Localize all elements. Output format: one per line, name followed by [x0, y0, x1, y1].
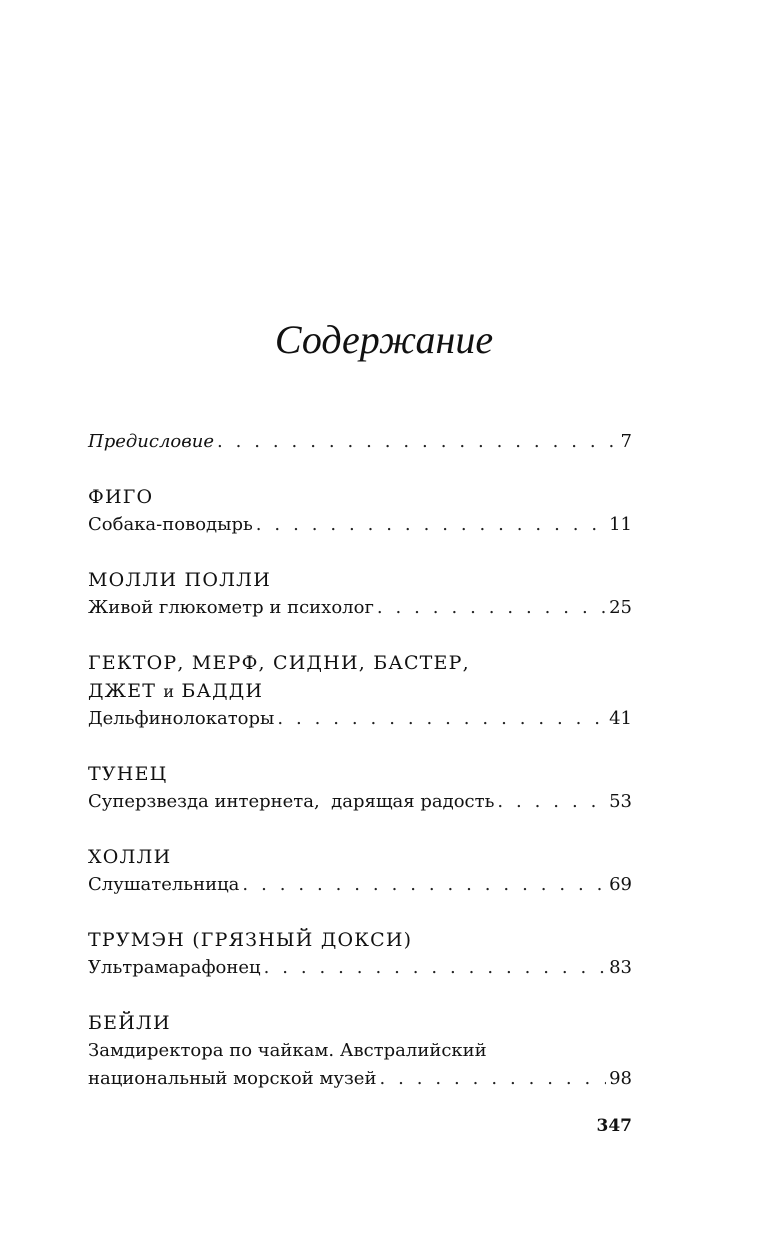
toc-line — [88, 1065, 632, 1093]
toc-entry-heading: ТРУМЭН (ГРЯЗНЫЙ ДОКСИ) — [88, 929, 413, 951]
toc-line — [88, 511, 632, 539]
toc-entry-heading: ХОЛЛИ — [88, 846, 172, 868]
toc-page-number: 53 — [609, 791, 632, 812]
dot-leader — [277, 705, 606, 733]
toc-entry-heading: ГЕКТОР, МЕРФ, СИДНИ, БАСТЕР, — [88, 652, 470, 674]
book-page-number: 347 — [596, 1116, 632, 1136]
toc-entry-heading: БЕЙЛИ — [88, 1012, 171, 1034]
toc-entry — [88, 843, 632, 899]
dot-leader — [256, 511, 606, 539]
toc-entry-heading-line2 — [88, 677, 632, 705]
toc-entry — [88, 926, 632, 982]
heading-name: БАДДИ — [181, 680, 264, 702]
toc-entry — [88, 1009, 632, 1093]
toc-line — [88, 428, 632, 456]
table-of-contents — [88, 428, 632, 1093]
toc-page-number: 25 — [609, 597, 632, 618]
toc-entry-heading: МОЛЛИ ПОЛЛИ — [88, 569, 271, 591]
toc-entry-label: Предисловие — [88, 431, 214, 452]
heading-conjunction: и — [163, 682, 175, 701]
toc-line — [88, 705, 632, 733]
toc-page-number: 41 — [609, 708, 632, 729]
dot-leader — [379, 1065, 606, 1093]
dot-leader — [242, 871, 606, 899]
dot-leader — [497, 788, 606, 816]
dot-leader — [377, 594, 606, 622]
toc-page-number: 7 — [620, 431, 632, 452]
toc-entry-subtitle: Дельфинолокаторы — [88, 708, 275, 729]
toc-entry-subtitle: Замдиректора по чайкам. Австралийский — [88, 1040, 487, 1061]
toc-entry — [88, 566, 632, 622]
toc-entry-heading: ТУНЕЦ — [88, 763, 168, 785]
toc-entry-preface — [88, 428, 632, 456]
toc-page-number: 11 — [609, 514, 632, 535]
toc-entry — [88, 649, 632, 733]
toc-entry-subtitle: Ультрамарафонец — [88, 957, 261, 978]
toc-entry-subtitle-continued: национальный морской музей — [88, 1068, 377, 1089]
toc-page-number: 69 — [609, 874, 632, 895]
toc-line — [88, 871, 632, 899]
toc-page-number: 98 — [609, 1068, 632, 1089]
toc-entry-subtitle: Живой глюкометр и психолог — [88, 597, 374, 618]
toc-entry — [88, 483, 632, 539]
heading-name: ДЖЕТ — [88, 680, 157, 702]
toc-line — [88, 788, 632, 816]
toc-entry-subtitle: Суперзвезда интернета, дарящая радость — [88, 791, 495, 812]
dot-leader — [264, 954, 607, 982]
toc-entry — [88, 760, 632, 816]
toc-line — [88, 594, 632, 622]
toc-entry-heading: ФИГО — [88, 486, 154, 508]
toc-page-number: 83 — [609, 957, 632, 978]
toc-entry-subtitle: Слушательница — [88, 874, 240, 895]
page-title: Содержание — [274, 317, 494, 362]
toc-entry-subtitle: Собака-поводырь — [88, 514, 253, 535]
dot-leader — [217, 428, 618, 456]
toc-line — [88, 954, 632, 982]
